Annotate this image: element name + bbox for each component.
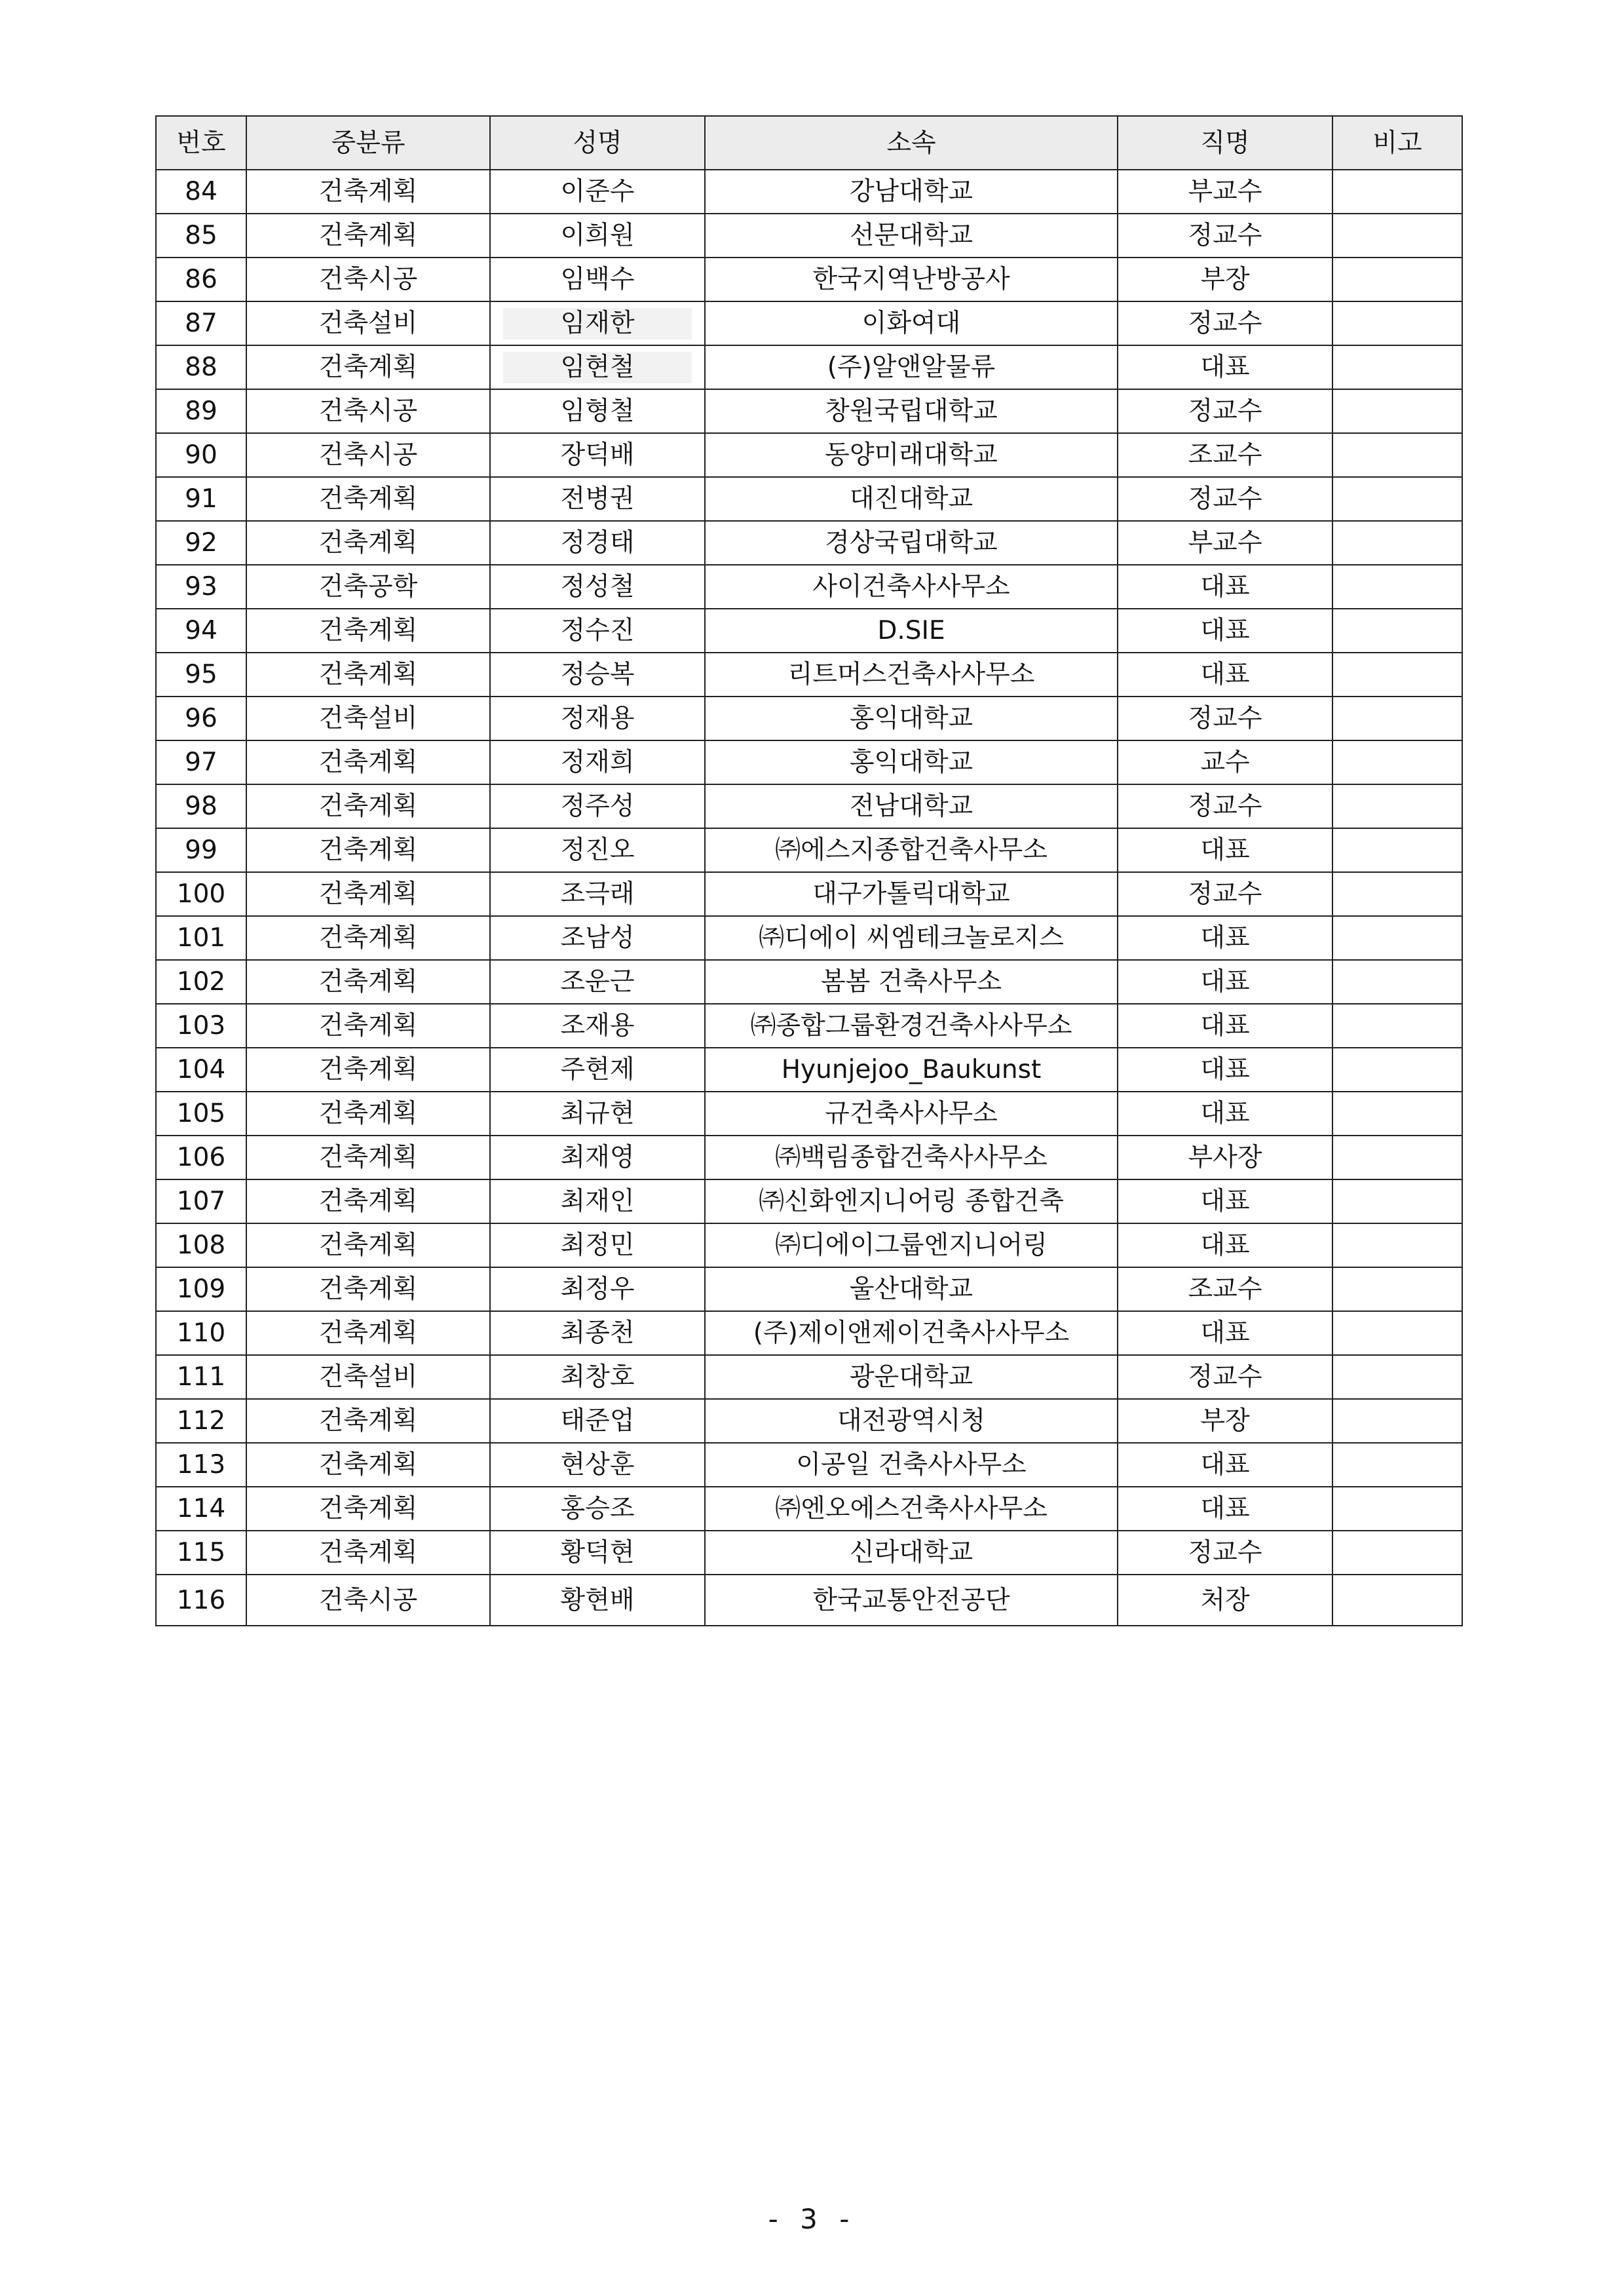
header-note: 비고 [1332,116,1462,170]
cell-number: 106 [156,1136,246,1179]
cell-affiliation: 이화여대 [705,301,1118,345]
cell-category: 건축계획 [246,1399,490,1443]
cell-category: 건축계획 [246,1004,490,1048]
cell-affiliation: 한국지역난방공사 [705,258,1118,301]
cell-number: 110 [156,1311,246,1355]
cell-affiliation: 광운대학교 [705,1355,1118,1399]
cell-note [1332,1223,1462,1267]
cell-note [1332,784,1462,828]
highlighted-name: 임재한 [503,308,692,339]
cell-name: 최종천 [490,1311,705,1355]
cell-number: 112 [156,1399,246,1443]
cell-category: 건축시공 [246,258,490,301]
header-title: 직명 [1118,116,1332,170]
cell-number: 90 [156,433,246,477]
cell-category: 건축계획 [246,170,490,214]
cell-affiliation: (주)알앤알물류 [705,345,1118,389]
table-row [156,345,1462,389]
cell-title: 부교수 [1118,521,1332,565]
table-row [156,1092,1462,1136]
cell-number: 92 [156,521,246,565]
table-row [156,521,1462,565]
cell-number: 95 [156,653,246,697]
table-row [156,1048,1462,1092]
cell-title: 대표 [1118,609,1332,653]
cell-category: 건축시공 [246,389,490,433]
cell-name: 최창호 [490,1355,705,1399]
cell-name: 최규현 [490,1092,705,1136]
cell-note [1332,1179,1462,1223]
cell-name: 최재인 [490,1179,705,1223]
cell-title: 대표 [1118,1311,1332,1355]
cell-name: 임백수 [490,258,705,301]
table-row [156,609,1462,653]
table-row [156,389,1462,433]
cell-note [1332,258,1462,301]
table-body [156,170,1462,1626]
cell-note [1332,653,1462,697]
table-row [156,301,1462,345]
cell-number: 99 [156,828,246,872]
cell-name: 조재용 [490,1004,705,1048]
cell-affiliation: 대전광역시청 [705,1399,1118,1443]
table-row [156,697,1462,740]
cell-number: 108 [156,1223,246,1267]
cell-note [1332,1136,1462,1179]
cell-name: 임형철 [490,389,705,433]
cell-note [1332,828,1462,872]
cell-name [490,345,705,389]
cell-name: 태준업 [490,1399,705,1443]
table-row [156,1355,1462,1399]
cell-number: 93 [156,565,246,609]
cell-number: 91 [156,477,246,521]
cell-number: 86 [156,258,246,301]
cell-note [1332,740,1462,784]
cell-title: 대표 [1118,1487,1332,1531]
cell-affiliation: 선문대학교 [705,214,1118,258]
cell-affiliation: 대구가톨릭대학교 [705,872,1118,916]
cell-name: 최정우 [490,1267,705,1311]
cell-affiliation: 경상국립대학교 [705,521,1118,565]
cell-affiliation: 강남대학교 [705,170,1118,214]
cell-category: 건축계획 [246,1092,490,1136]
cell-number: 103 [156,1004,246,1048]
cell-note [1332,521,1462,565]
cell-affiliation: ㈜에스지종합건축사무소 [705,828,1118,872]
cell-category: 건축설비 [246,301,490,345]
table-row [156,477,1462,521]
cell-number: 101 [156,916,246,960]
cell-name: 전병권 [490,477,705,521]
table-row [156,1267,1462,1311]
cell-name: 이희원 [490,214,705,258]
cell-category: 건축계획 [246,1223,490,1267]
cell-affiliation: 규건축사사무소 [705,1092,1118,1136]
header-category: 중분류 [246,116,490,170]
header-number: 번호 [156,116,246,170]
cell-name: 정주성 [490,784,705,828]
cell-note [1332,477,1462,521]
cell-category: 건축공학 [246,565,490,609]
cell-name: 홍승조 [490,1487,705,1531]
cell-category: 건축계획 [246,1048,490,1092]
cell-affiliation: 리트머스건축사사무소 [705,653,1118,697]
table-row [156,170,1462,214]
cell-name: 정승복 [490,653,705,697]
table-row [156,1443,1462,1487]
cell-number: 98 [156,784,246,828]
cell-affiliation: 홍익대학교 [705,697,1118,740]
cell-category: 건축계획 [246,609,490,653]
cell-number: 115 [156,1531,246,1575]
cell-title: 대표 [1118,1443,1332,1487]
cell-note [1332,609,1462,653]
cell-name: 정재용 [490,697,705,740]
cell-category: 건축시공 [246,433,490,477]
highlighted-name: 임현철 [503,352,692,383]
cell-affiliation: ㈜신화엔지니어링 종합건축 [705,1179,1118,1223]
table-row [156,1575,1462,1626]
cell-title: 대표 [1118,1004,1332,1048]
cell-name: 현상훈 [490,1443,705,1487]
table-row [156,960,1462,1004]
cell-number: 87 [156,301,246,345]
cell-title: 부교수 [1118,170,1332,214]
cell-note [1332,1048,1462,1092]
table-header-row [156,116,1462,170]
cell-note [1332,565,1462,609]
cell-affiliation: 전남대학교 [705,784,1118,828]
cell-number: 109 [156,1267,246,1311]
cell-name: 최재영 [490,1136,705,1179]
table-row [156,214,1462,258]
cell-title: 대표 [1118,828,1332,872]
cell-affiliation: ㈜디에이 씨엠테크놀로지스 [705,916,1118,960]
cell-affiliation: 울산대학교 [705,1267,1118,1311]
cell-affiliation: (주)제이앤제이건축사사무소 [705,1311,1118,1355]
cell-name: 장덕배 [490,433,705,477]
cell-category: 건축계획 [246,960,490,1004]
cell-title: 대표 [1118,1092,1332,1136]
cell-name: 정진오 [490,828,705,872]
cell-title: 교수 [1118,740,1332,784]
cell-note [1332,214,1462,258]
cell-title: 정교수 [1118,214,1332,258]
cell-number: 84 [156,170,246,214]
cell-note [1332,1355,1462,1399]
cell-title: 대표 [1118,653,1332,697]
cell-number: 97 [156,740,246,784]
cell-title: 대표 [1118,1223,1332,1267]
cell-category: 건축계획 [246,784,490,828]
cell-title: 대표 [1118,960,1332,1004]
cell-name: 이준수 [490,170,705,214]
table-row [156,1004,1462,1048]
cell-number: 111 [156,1355,246,1399]
cell-category: 건축계획 [246,1267,490,1311]
table-row [156,1487,1462,1531]
cell-note [1332,1311,1462,1355]
cell-number: 85 [156,214,246,258]
cell-note [1332,433,1462,477]
cell-number: 116 [156,1575,246,1626]
cell-affiliation: 봄봄 건축사무소 [705,960,1118,1004]
cell-number: 88 [156,345,246,389]
table-row [156,258,1462,301]
cell-number: 94 [156,609,246,653]
cell-name: 조운근 [490,960,705,1004]
cell-title: 부장 [1118,1399,1332,1443]
cell-name: 조극래 [490,872,705,916]
cell-name: 황덕현 [490,1531,705,1575]
table-row [156,653,1462,697]
cell-category: 건축계획 [246,872,490,916]
cell-category: 건축계획 [246,1311,490,1355]
table-row [156,1399,1462,1443]
table-row [156,565,1462,609]
cell-category: 건축계획 [246,916,490,960]
cell-category: 건축계획 [246,477,490,521]
cell-number: 89 [156,389,246,433]
cell-affiliation: ㈜백림종합건축사사무소 [705,1136,1118,1179]
cell-name: 주현제 [490,1048,705,1092]
cell-category: 건축계획 [246,521,490,565]
cell-note [1332,872,1462,916]
table-row [156,1136,1462,1179]
cell-name: 조남성 [490,916,705,960]
header-name: 성명 [490,116,705,170]
cell-affiliation: 동양미래대학교 [705,433,1118,477]
cell-title: 부사장 [1118,1136,1332,1179]
cell-category: 건축계획 [246,214,490,258]
cell-affiliation: ㈜디에이그룹엔지니어링 [705,1223,1118,1267]
cell-note [1332,1575,1462,1626]
cell-affiliation: 사이건축사사무소 [705,565,1118,609]
cell-title: 정교수 [1118,697,1332,740]
cell-title: 정교수 [1118,389,1332,433]
cell-name: 정수진 [490,609,705,653]
cell-affiliation: Hyunjejoo_Baukunst [705,1048,1118,1092]
cell-affiliation: ㈜종합그룹환경건축사사무소 [705,1004,1118,1048]
cell-note [1332,960,1462,1004]
cell-number: 104 [156,1048,246,1092]
cell-title: 대표 [1118,1179,1332,1223]
cell-title: 조교수 [1118,1267,1332,1311]
cell-note [1332,1267,1462,1311]
cell-title: 부장 [1118,258,1332,301]
cell-number: 102 [156,960,246,1004]
cell-category: 건축시공 [246,1575,490,1626]
table-row [156,784,1462,828]
cell-affiliation: 이공일 건축사사무소 [705,1443,1118,1487]
table-row [156,1311,1462,1355]
cell-note [1332,916,1462,960]
cell-name: 정성철 [490,565,705,609]
cell-number: 107 [156,1179,246,1223]
cell-number: 96 [156,697,246,740]
table-row [156,872,1462,916]
cell-title: 조교수 [1118,433,1332,477]
cell-title: 정교수 [1118,872,1332,916]
cell-affiliation: 홍익대학교 [705,740,1118,784]
cell-title: 대표 [1118,345,1332,389]
table-row [156,1531,1462,1575]
cell-note [1332,389,1462,433]
cell-note [1332,301,1462,345]
cell-category: 건축설비 [246,1355,490,1399]
cell-category: 건축계획 [246,740,490,784]
cell-number: 105 [156,1092,246,1136]
cell-note [1332,345,1462,389]
cell-title: 정교수 [1118,301,1332,345]
cell-affiliation: 신라대학교 [705,1531,1118,1575]
cell-affiliation: 한국교통안전공단 [705,1575,1118,1626]
cell-note [1332,1487,1462,1531]
cell-note [1332,1531,1462,1575]
cell-category: 건축계획 [246,1487,490,1531]
cell-title: 대표 [1118,916,1332,960]
cell-affiliation: ㈜엔오에스건축사사무소 [705,1487,1118,1531]
cell-note [1332,697,1462,740]
cell-category: 건축계획 [246,1136,490,1179]
cell-affiliation: 창원국립대학교 [705,389,1118,433]
cell-name: 정재희 [490,740,705,784]
header-affiliation: 소속 [705,116,1118,170]
cell-title: 정교수 [1118,784,1332,828]
cell-name: 정경태 [490,521,705,565]
cell-category: 건축계획 [246,345,490,389]
cell-category: 건축설비 [246,697,490,740]
cell-name [490,301,705,345]
cell-category: 건축계획 [246,1179,490,1223]
cell-note [1332,1443,1462,1487]
cell-title: 대표 [1118,1048,1332,1092]
cell-category: 건축계획 [246,1443,490,1487]
table-row [156,828,1462,872]
table-row [156,740,1462,784]
table-row [156,433,1462,477]
page-number: - 3 - [768,2203,856,2235]
cell-title: 정교수 [1118,1531,1332,1575]
cell-affiliation: D.SIE [705,609,1118,653]
cell-category: 건축계획 [246,1531,490,1575]
cell-note [1332,1399,1462,1443]
table-row [156,916,1462,960]
cell-title: 대표 [1118,565,1332,609]
cell-name: 최정민 [490,1223,705,1267]
cell-title: 정교수 [1118,1355,1332,1399]
table-row [156,1223,1462,1267]
cell-note [1332,170,1462,214]
cell-category: 건축계획 [246,828,490,872]
cell-name: 황현배 [490,1575,705,1626]
cell-note [1332,1092,1462,1136]
cell-title: 정교수 [1118,477,1332,521]
cell-title: 처장 [1118,1575,1332,1626]
cell-number: 113 [156,1443,246,1487]
cell-category: 건축계획 [246,653,490,697]
cell-note [1332,1004,1462,1048]
table-row [156,1179,1462,1223]
cell-affiliation: 대진대학교 [705,477,1118,521]
cell-number: 100 [156,872,246,916]
cell-number: 114 [156,1487,246,1531]
member-roster-table [155,115,1463,1626]
